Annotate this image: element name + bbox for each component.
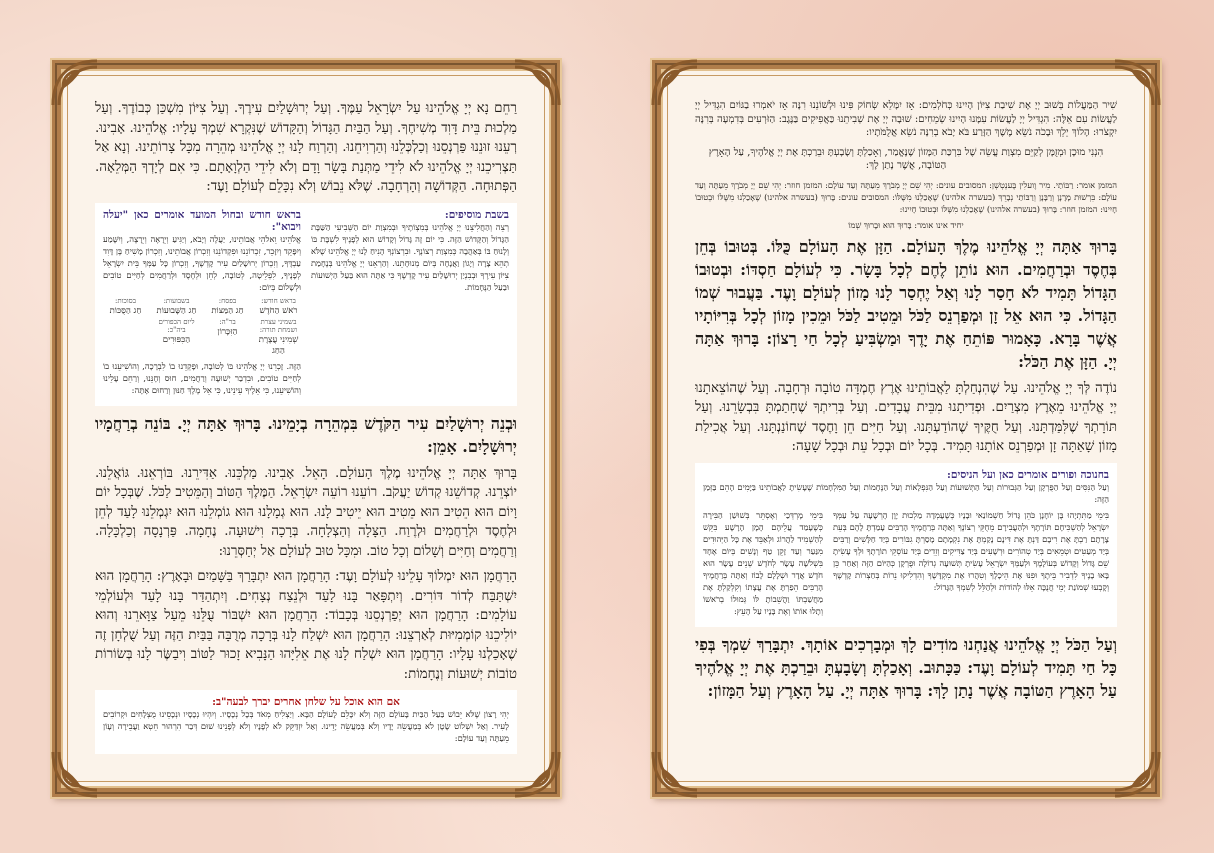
nodeh-paragraph: נוֹדֶה לְּךָ יְיָ אֱלֹהֵינוּ. עַל שֶׁהִנְחַלְתָּ לַאֲבוֹתֵינוּ אֶרֶץ חֶמְדָּה טוֹבָה וּרְחָבָה. וְעַל שֶׁהוֹצֵאתָנוּ יְיָ אֱלֹהֵינוּ מֵאֶרֶץ מִצְרַיִם. וּפְדִיתָנוּ מִבֵּית עֲבָדִים. וְעַל בְּרִיתְךָ שֶׁחָתַמְתָּ בִּבְשָׂרֵנוּ. וְעַל תּוֹרָתְךָ שֶׁלִּמַּדְתָּנוּ. וְעַל חֻקֶּיךָ שֶׁהוֹדַעְתָּנוּ. וְעַל חַיִּים חֵן וָחֶסֶד שֶׁחוֹנַנְתָּנוּ. וְעַל אֲכִילַת מָזוֹן שָׁאַתָּה זָן וּמְפַרְנֵס אוֹתָנוּ תָּמִיד. בְּכָל יוֹם וּבְכָל עֵת וּבְכָל שָׁעָה: xyxy=(695,380,1117,454)
occasion-item xyxy=(205,318,250,356)
chanukah-purim-columns xyxy=(703,509,1109,621)
retzeh-column xyxy=(311,209,509,400)
occasion-grid xyxy=(103,297,301,356)
veal-hakol-paragraph: וְעַל הַכֹּל יְיָ אֱלֹהֵינוּ אֲנַחְנוּ מוֹדִים לָךְ וּמְבָרְכִים אוֹתָךְ. יִתְבָּרַךְ שִׁמְךָ בְּפִי כָּל חַי תָּמִיד לְעוֹלָם וָעֶד: כַּכָּתוּב. וְאָכַלְתָּ וְשָׂבָעְתָּ וּבֵרַכְתָּ אֶת יְיָ אֱלֹהֶיךָ עַל הָאָרֶץ הַטּוֹבָה אֲשֶׁר נָתַן לָךְ: בָּרוּךְ אַתָּה יְיָ. עַל הָאָרֶץ וְעַל הַמָּזוֹן: xyxy=(695,634,1117,700)
occasion-label: בפסח: xyxy=(218,296,237,305)
left-page-content xyxy=(95,99,517,756)
yaaleh-column xyxy=(103,209,301,400)
corner-ornament-icon xyxy=(1111,57,1163,109)
occasion-label: בראש חודש: xyxy=(261,296,296,305)
corner-ornament-icon xyxy=(649,748,701,800)
shabbat-insert-box xyxy=(95,203,517,406)
occasion-label: בסוכות: xyxy=(115,296,136,305)
occasion-label: בשמיני עצרת ושמחת תורה: xyxy=(259,317,298,334)
rachem-paragraph: רַחֵם נָא יְיָ אֱלֹהֵינוּ עַל יִשְׂרָאֵל עַמֶּךָ. וְעַל יְרוּשָׁלַיִם עִירֶךָ. וְעַל צִיּוֹן מִשְׁכַּן כְּבוֹדֶךָ. וְעַל מַלְכוּת בֵּית דָּוִד מְשִׁיחֶךָ. וְעַל הַבַּיִת הַגָּדוֹל וְהַקָּדוֹשׁ שֶׁנִּקְרָא שִׁמְךָ עָלָיו: אֱלֹהֵינוּ. אָבִינוּ. רְעֵנוּ זוּנֵנוּ פַּרְנְסֵנוּ וְכַלְכְּלֵנוּ וְהַרְוִיחֵנוּ. וְהַרְוַח לָנוּ יְיָ אֱלֹהֵינוּ מְהֵרָה מִכָּל צָרוֹתֵינוּ. וְנָא אַל תַּצְרִיכֵנוּ יְיָ אֱלֹהֵינוּ לֹא לִידֵי מַתְּנַת בָּשָׂר וָדָם וְלֹא לִידֵי הַלְוָאָתָם. כִּי אִם לְיָדְךָ הַמְּלֵאָה. הַפְּתוּחָה. הַקְּדוֹשָׁה וְהָרְחָבָה. שֶׁלֹּא נֵבוֹשׁ וְלֹא נִכָּלֵם לְעוֹלָם וָעֶד: xyxy=(95,101,517,194)
corner-ornament-icon xyxy=(511,748,563,800)
corner-ornament-icon xyxy=(511,57,563,109)
occasion-name: הַזִּכָּרוֹן xyxy=(217,326,238,337)
rosh-chodesh-heading: בראש חודש ובחול המועד אומרים כאן "יעלה ויבוא": xyxy=(103,208,301,233)
occasion-item xyxy=(103,297,148,316)
host-blessing-box xyxy=(95,690,517,754)
al-hanisim-heading: בחנוכה ופורים אומרים כאן ועל הניסים: xyxy=(947,468,1109,481)
baruch-hael-paragraph: בָּרוּךְ אַתָּה יְיָ אֱלֹהֵינוּ מֶלֶךְ הָעוֹלָם. הָאֵל. אָבִינוּ. מַלְכֵּנוּ. אַדִּירֵנוּ. בּוֹרְאֵנוּ. גּוֹאֲלֵנוּ. יוֹצְרֵנוּ. קְדוֹשֵׁנוּ קְדוֹשׁ יַעֲקֹב. רוֹעֵנוּ רוֹעֵה יִשְׂרָאֵל. הַמֶּלֶךְ הַטּוֹב וְהַמֵּטִיב לַכֹּל. שֶׁבְּכָל יוֹם וָיוֹם הוּא הֵטִיב הוּא מֵטִיב הוּא יֵיטִיב לָנוּ. הוּא גְמָלָנוּ הוּא גוֹמְלֵנוּ הוּא יִגְמְלֵנוּ לָעַד לְחֵן וּלְחֶסֶד וּלְרַחֲמִים וּלְרֶוַח. הַצָּלָה וְהַצְלָחָה. בְּרָכָה וִישׁוּעָה. נֶחָמָה. פַּרְנָסָה וְכַלְכָּלָה. וְרַחֲמִים וְחַיִּים וְשָׁלוֹם וְכָל טוֹב. וּמִכָּל טוּב לְעוֹלָם אַל יְחַסְּרֵנוּ: xyxy=(95,465,517,559)
shabbat-heading: בשבת מוסיפים: xyxy=(444,208,509,221)
corner-ornament-icon xyxy=(1111,748,1163,800)
yachid-line: יחיד אינו אומר: בָּרוּךְ הוּא וּבָרוּךְ שְׁמוֹ xyxy=(848,219,964,230)
harachaman-paragraph: הָרַחֲמָן הוּא יִמְלוֹךְ עָלֵינוּ לְעוֹלָם וָעֶד: הָרַחֲמָן הוּא יִתְבָּרַךְ בַּשָּׁמַיִם וּבָאָרֶץ: הָרַחֲמָן הוּא יִשְׁתַּבַּח לְדוֹר דּוֹרִים. וְיִתְפָּאַר בָּנוּ לָעַד וּלְנֵצַח נְצָחִים. וְיִתְהַדַּר בָּנוּ לָעַד וּלְעוֹלְמֵי עוֹלָמִים: הָרַחֲמָן הוּא יְפַרְנְסֵנוּ בְּכָבוֹד: הָרַחֲמָן הוּא יִשְׁבּוֹר עֻלֵּנוּ מֵעַל צַוָּארֵנוּ וְהוּא יוֹלִיכֵנוּ קוֹמְמִיּוּת לְאַרְצֵנוּ: הָרַחֲמָן הוּא יִשְׁלַח לָנוּ בְּרָכָה מְרֻבָּה בַּבַּיִת הַזֶּה וְעַל שֻׁלְחָן זֶה שֶׁאָכַלְנוּ עָלָיו: הָרַחֲמָן הוּא יִשְׁלַח לָנוּ אֶת אֵלִיָּהוּ הַנָּבִיא זָכוּר לַטּוֹב וִיבַשֶּׂר לָנוּ בְּשׂוֹרוֹת טוֹבוֹת יְשׁוּעוֹת וְנֶחָמוֹת: xyxy=(95,569,517,682)
corner-ornament-icon xyxy=(649,57,701,109)
occasion-label: בשבועות: xyxy=(163,296,190,305)
al-hanisim-text: וְעַל הַנִּסִּים וְעַל הַפֻּרְקָן וְעַל הַגְּבוּרוֹת וְעַל הַתְּשׁוּעוֹת וְעַל הַנִּפְלָאוֹת וְעַל הַנֶּחָמוֹת וְעַל הַמִּלְחָמוֹת שֶׁעָשִׂיתָ לַאֲבוֹתֵינוּ בַּיָּמִים הָהֵם בַּזְּמַן הַזֶּה: xyxy=(703,481,1109,504)
occasion-item xyxy=(154,297,199,316)
uvneh-paragraph: וּבְנֵה יְרוּשָׁלַיִם עִיר הַקֹּדֶשׁ בִּמְהֵרָה בְיָמֵינוּ. בָּרוּךְ אַתָּה יְיָ. בּוֹנֵה בְרַחֲמָיו יְרוּשָׁלָיִם. אָמֵן: xyxy=(95,413,517,456)
shir-hamaalot-paragraph: שִׁיר הַמַּעֲלוֹת בְּשׁוּב יְיָ אֶת שִׁיבַת צִיּוֹן הָיִינוּ כְּחֹלְמִים: אָז יִמָּלֵא שְׂחוֹק פִּינוּ וּלְשׁוֹנֵנוּ רִנָּה אָז יֹאמְרוּ בַגּוֹיִם הִגְדִּיל יְיָ לַעֲשׂוֹת עִם אֵלֶּה: הִגְדִּיל יְיָ לַעֲשׂוֹת עִמָּנוּ הָיִינוּ שְׂמֵחִים: שׁוּבָה יְיָ אֶת שְׁבִיתֵנוּ כַּאֲפִיקִים בַּנֶּגֶב: הַזֹּרְעִים בְּדִמְעָה בְּרִנָּה יִקְצֹרוּ: הָלוֹךְ יֵלֵךְ וּבָכֹה נֹשֵׂא מֶשֶׁךְ הַזָּרַע בֹּא יָבֹא בְרִנָּה נֹשֵׂא אֲלֻמֹּתָיו: xyxy=(695,100,1117,138)
occasion-label: בר"ה: xyxy=(219,317,236,326)
occasion-item xyxy=(154,318,199,356)
occasion-name: חַג הַשָּׁבוּעוֹת xyxy=(156,305,197,316)
hineni-paragraph: הִנְנִי מוּכָן וּמְזֻמָּן לְקַיֵּם מִצְוַת עֲשֵׂה שֶׁל בִּרְכַּת הַמָּזוֹן שֶׁנֶּאֱמַר, וְאָכַלְתָּ וְשָׂבָעְתָּ וּבֵרַכְתָּ אֶת יְיָ אֱלֹהֶיךָ, עַל הָאָרֶץ הַטּוֹבָה, אֲשֶׁר נָתַן לָךְ: xyxy=(708,146,1104,171)
yaaleh-end-text: הַזֶּה. זָכְרֵנוּ יְיָ אֱלֹהֵינוּ בּוֹ לְטוֹבָה, וּפָקְדֵנוּ בוֹ לִבְרָכָה, וְהוֹשִׁיעֵנוּ בוֹ לְחַיִּים טוֹבִים, וּבִדְבַר יְשׁוּעָה וְרַחֲמִים, חוּס וְחָנֵּנוּ, וְרַחֵם עָלֵינוּ וְהוֹשִׁיעֵנוּ, כִּי אֵלֶיךָ עֵינֵינוּ, כִּי אֵל מֶלֶךְ חַנּוּן וְרַחוּם אָתָּה: xyxy=(103,360,301,395)
host-blessing-heading: אם הוא אוכל על שלחן אחרים יברך לבעה"ב: xyxy=(212,696,400,708)
occasion-label: ליום הכפורים ביה"כ: xyxy=(158,317,195,334)
right-page xyxy=(652,60,1160,797)
occasion-name: חַג הַסֻּכּוֹת xyxy=(109,305,142,316)
purim-column xyxy=(703,509,823,621)
occasion-item xyxy=(256,297,301,316)
occasion-name: שְׁמִינִי עֲצֶרֶת הַחַג xyxy=(258,334,299,356)
corner-ornament-icon xyxy=(49,57,101,109)
occasion-item xyxy=(256,318,301,356)
occasion-item xyxy=(205,297,250,316)
box-columns xyxy=(103,209,509,400)
right-page-content xyxy=(695,99,1117,756)
occasion-name: הַכִּפּוּרִים xyxy=(162,334,191,345)
al-hanisim-box xyxy=(695,463,1117,627)
retzeh-text: רְצֵה וְהַחֲלִיצֵנוּ יְיָ אֱלֹהֵינוּ בְּמִצְוֹתֶיךָ וּבְמִצְוַת יוֹם הַשְּׁבִיעִי הַשַּׁבָּת הַגָּדוֹל וְהַקָּדוֹשׁ הַזֶּה. כִּי יוֹם זֶה גָּדוֹל וְקָדוֹשׁ הוּא לְפָנֶיךָ לִשְׁבָּת בּוֹ וְלָנוּחַ בּוֹ בְּאַהֲבָה כְּמִצְוַת רְצוֹנֶךָ. וּבִרְצוֹנְךָ הָנִיחַ לָנוּ יְיָ אֱלֹהֵינוּ שֶׁלֹּא תְהֵא צָרָה וְיָגוֹן וַאֲנָחָה בְּיוֹם מְנוּחָתֵנוּ. וְהַרְאֵנוּ יְיָ אֱלֹהֵינוּ בְּנֶחָמַת צִיּוֹן עִירֶךָ וּבְבִנְיַן יְרוּשָׁלַיִם עִיר קָדְשֶׁךָ כִּי אַתָּה הוּא בַּעַל הַיְשׁוּעוֹת וּבַעַל הַנֶּחָמוֹת. xyxy=(311,221,509,292)
chanukah-text: בִּימֵי מַתִּתְיָהוּ בֶּן יוֹחָנָן כֹּהֵן גָּדוֹל חַשְׁמוֹנַאי וּבָנָיו כְּשֶׁעָמְדָה מַלְכוּת יָוָן הָרְשָׁעָה עַל עַמְּךָ יִשְׂרָאֵל לְהַשְׁכִּיחָם תּוֹרָתֶךָ וּלְהַעֲבִירָם מֵחֻקֵּי רְצוֹנֶךָ וְאַתָּה בְּרַחֲמֶיךָ הָרַבִּים עָמַדְתָּ לָהֶם בְּעֵת צָרָתָם רַבְתָּ אֶת רִיבָם דַּנְתָּ אֶת דִּינָם נָקַמְתָּ אֶת נִקְמָתָם מָסַרְתָּ גִבּוֹרִים בְּיַד חַלָּשִׁים וְרַבִּים בְּיַד מְעַטִּים וּטְמֵאִים בְּיַד טְהוֹרִים וּרְשָׁעִים בְּיַד צַדִּיקִים וְזֵדִים בְּיַד עוֹסְקֵי תוֹרָתֶךָ וּלְךָ עָשִׂיתָ שֵׁם גָּדוֹל וְקָדוֹשׁ בְּעוֹלָמֶךָ וּלְעַמְּךָ יִשְׂרָאֵל עָשִׂיתָ תְּשׁוּעָה גְדוֹלָה וּפֻרְקָן כְּהַיּוֹם הַזֶּה וְאַחַר כֵּן בָּאוּ בָנֶיךָ לִדְבִיר בֵּיתֶךָ וּפִנּוּ אֶת הֵיכָלֶךָ וְטִהֲרוּ אֶת מִקְדָּשֶׁךָ וְהִדְלִיקוּ נֵרוֹת בְּחַצְרוֹת קָדְשֶׁךָ וְקָבְעוּ שְׁמוֹנַת יְמֵי חֲנֻכָּה אֵלּוּ לְהוֹדוֹת וּלְהַלֵּל לְשִׁמְךָ הַגָּדוֹל: xyxy=(833,509,1109,592)
zimun-paragraph: המזמן אומר: רַבּוֹתַי. מִיר וֶועלִין בֶּענְטְשְׁן: המסובים עונים: יְהִי שֵׁם יְיָ מְבֹרָךְ מֵעַתָּה וְעַד עוֹלָם: המזמן חוזר: יְהִי שֵׁם יְיָ מְבֹרָךְ מֵעַתָּה וְעַד עוֹלָם: בִּרְשׁוּת מָרָנָן וְרַבָּנָן וְרַבּוֹתַי נְבָרֵךְ (בעשרה אלהינו) שֶׁאָכַלְנוּ מִשֶּׁלּוֹ: המסובים עונים: בָּרוּךְ (בעשרה אלהינו) שֶׁאָכַלְנוּ מִשֶּׁלּוֹ וּבְטוּבוֹ חָיִינוּ: המזמן חוזר: בָּרוּךְ (בעשרה אלהינו) שֶׁאָכַלְנוּ מִשֶּׁלּוֹ וּבְטוּבוֹ חָיִינוּ: xyxy=(695,179,1117,214)
host-blessing-text: יְהִי רָצוֹן שֶׁלֹּא יֵבוֹשׁ בַּעַל הַבַּיִת בָּעוֹלָם הַזֶּה וְלֹא יִכָּלֵם לָעוֹלָם הַבָּא. וְיַצְלִיחַ מְאֹד בְּכָל נְכָסָיו. וְיִהְיוּ נְכָסָיו וּנְכָסֵינוּ מֻצְלָחִים וּקְרוֹבִים לָעִיר. וְאַל יִשְׁלוֹט שָׂטָן לֹא בְּמַעֲשֵׂה יָדָיו וְלֹא בְּמַעֲשֵׂה יָדֵינוּ. וְאַל יִזְדַּקֵּק לֹא לְפָנָיו וְלֹא לְפָנֵינוּ שׁוּם דְּבַר הִרְהוּר חֵטְא וַעֲבֵירָה וְעָוֹן מֵעַתָּה וְעַד עוֹלָם: xyxy=(103,709,509,743)
occasion-name: רֹאשׁ הַחֹדֶשׁ xyxy=(259,305,298,316)
left-page xyxy=(52,60,560,797)
yaaleh-text: אֱלֹהֵינוּ וֵאלֹהֵי אֲבוֹתֵינוּ, יַעֲלֶה וְיָבֹא, וְיַגִּיעַ וְיֵרָאֶה וְיֵרָצֶה, וְיִשָּׁמַע וְיִפָּקֵד וְיִזָּכֵר, זִכְרוֹנֵנוּ וּפִקְדוֹנֵנוּ וְזִכְרוֹן אֲבוֹתֵינוּ, וְזִכְרוֹן מָשִׁיחַ בֶּן דָּוִד עַבְדֶּךָ, וְזִכְרוֹן יְרוּשָׁלַיִם עִיר קָדְשֶׁךָ, וְזִכְרוֹן כָּל עַמְּךָ בֵּית יִשְׂרָאֵל לְפָנֶיךָ, לִפְלֵיטָה, לְטוֹבָה, לְחֵן וּלְחֶסֶד וּלְרַחֲמִים לְחַיִּים טוֹבִים וּלְשָׁלוֹם בְּיוֹם: xyxy=(103,233,301,292)
chanukah-column xyxy=(833,509,1109,621)
purim-text: בִּימֵי מָרְדְּכַי וְאֶסְתֵּר בְּשׁוּשַׁן הַבִּירָה כְּשֶׁעָמַד עֲלֵיהֶם הָמָן הָרָשָׁע בִּקֵּשׁ לְהַשְׁמִיד לַהֲרוֹג וּלְאַבֵּד אֶת כָּל הַיְּהוּדִים מִנַּעַר וְעַד זָקֵן טַף וְנָשִׁים בְּיוֹם אֶחָד בִּשְׁלֹשָׁה עָשָׂר לְחֹדֶשׁ שְׁנֵים עָשָׂר הוּא חֹדֶשׁ אֲדָר וּשְׁלָלָם לָבוֹז וְאַתָּה בְּרַחֲמֶיךָ הָרַבִּים הֵפַרְתָּ אֶת עֲצָתוֹ וְקִלְקַלְתָּ אֶת מַחֲשַׁבְתּוֹ וַהֲשֵׁבוֹתָ לּוֹ גְּמוּלוֹ בְרֹאשׁוֹ וְתָלוּ אוֹתוֹ וְאֶת בָּנָיו עַל הָעֵץ: xyxy=(703,509,823,616)
hazan-paragraph: בָּרוּךְ אַתָּה יְיָ אֱלֹהֵינוּ מֶלֶךְ הָעוֹלָם. הַזָּן אֶת הָעוֹלָם כֻּלּוֹ. בְּטוּבוֹ בְּחֵן בְּחֶסֶד וּבְרַחֲמִים. הוּא נוֹתֵן לֶחֶם לְכָל בָּשָׂר. כִּי לְעוֹלָם חַסְדּוֹ: וּבְטוּבוֹ הַגָּדוֹל תָּמִיד לֹא חָסַר לָנוּ וְאַל יֶחְסַר לָנוּ מָזוֹן לְעוֹלָם וָעֶד. בַּעֲבוּר שְׁמוֹ הַגָּדוֹל. כִּי הוּא אֵל זָן וּמְפַרְנֵס לַכֹּל וּמֵטִיב לַכֹּל וּמֵכִין מָזוֹן לְכָל בְּרִיּוֹתָיו אֲשֶׁר בָּרָא. כָּאָמוּר פּוֹתֵחַ אֶת יָדֶךָ וּמַשְׂבִּיעַ לְכָל חַי רָצוֹן: בָּרוּךְ אַתָּה יְיָ. הַזָּן אֶת הַכֹּל: xyxy=(695,236,1117,371)
corner-ornament-icon xyxy=(49,748,101,800)
occasion-name: חַג הַמַּצּוֹת xyxy=(211,305,244,316)
